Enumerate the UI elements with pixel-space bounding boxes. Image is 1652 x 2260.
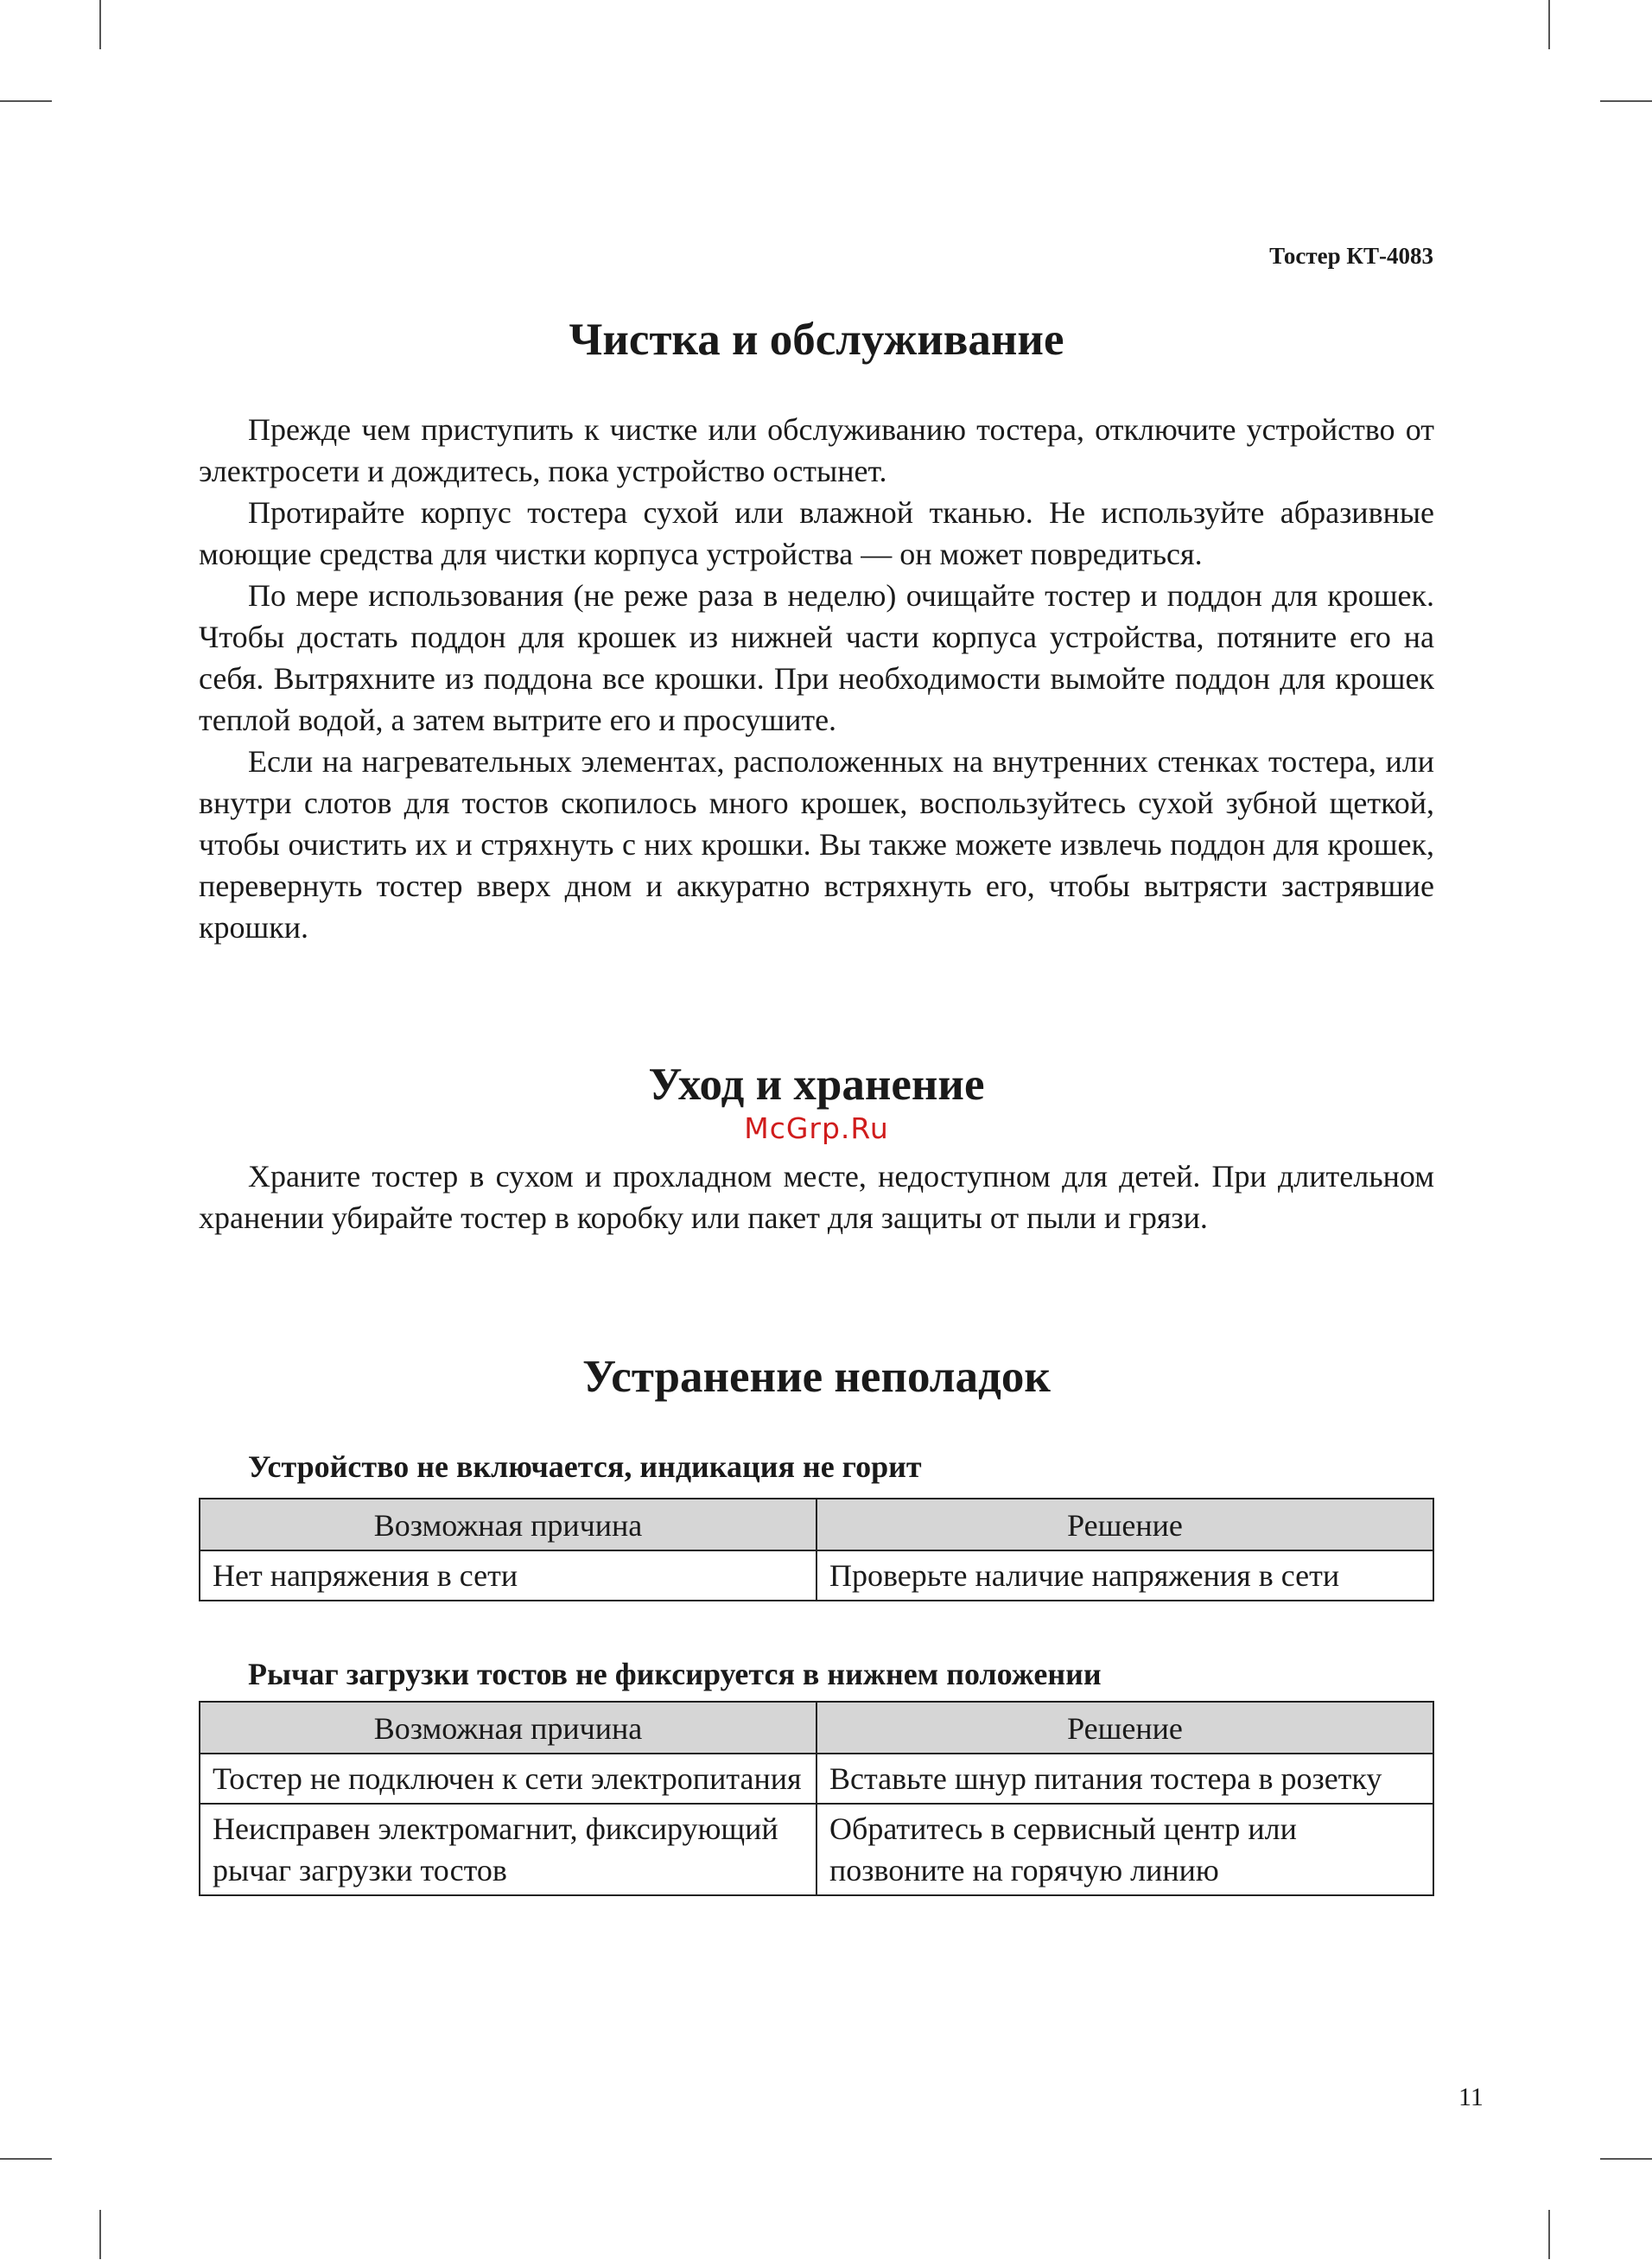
crop-mark xyxy=(1548,2210,1550,2259)
crop-mark xyxy=(0,2158,52,2160)
table-row xyxy=(200,1550,1433,1601)
crop-mark xyxy=(0,100,52,102)
cleaning-text xyxy=(199,409,1434,948)
watermark-text: McGrp.Ru xyxy=(744,1111,889,1145)
storage-title: Уход и хранение xyxy=(648,1060,985,1110)
crop-mark xyxy=(1600,2158,1652,2160)
troubleshooting-table xyxy=(199,1701,1434,1896)
solution-cell: Вставьте шнур питания тостера в розетку xyxy=(816,1754,1433,1804)
page-number: 11 xyxy=(1458,2083,1484,2111)
crop-mark xyxy=(1600,100,1652,102)
storage-text xyxy=(199,1155,1434,1238)
solution-column-header: Решение xyxy=(816,1702,1433,1754)
crop-mark xyxy=(99,2210,101,2259)
solution-column-header: Решение xyxy=(816,1499,1433,1550)
solution-cell: Проверьте наличие напряжения в сети xyxy=(816,1550,1433,1601)
cause-column-header: Возможная причина xyxy=(200,1499,816,1550)
cause-column-header: Возможная причина xyxy=(200,1702,816,1754)
cleaning-paragraph: Прежде чем приступить к чистке или обслуживанию тостера, отключите устройство от электросети и дождитесь, пока устройство остынет. xyxy=(199,412,1434,488)
cleaning-paragraph: По мере использования (не реже раза в неделю) очищайте тостер и поддон для крошек. Чтобы достать поддон для крошек из нижней части корпуса устройства, потяните его на себя. Вытряхните из поддона все крошки. При необходимости вымойте поддон для крошек теплой водой, а затем вытрите его и просушите. xyxy=(199,578,1434,737)
crop-mark xyxy=(99,0,101,49)
cleaning-paragraph: Если на нагревательных элементах, расположенных на внутренних стенках тостера, или внутри слотов для тостов скопилось много крошек, воспользуйтесь сухой зубной щеткой, чтобы очистить их и стряхнуть с них крошки. Вы также можете извлечь поддон для крошек, перевернуть тостер вверх дном и аккуратно встряхнуть его, чтобы вытрясти застрявшие крошки. xyxy=(199,744,1434,945)
storage-paragraph: Храните тостер в сухом и прохладном месте, недоступном для детей. При длительном хранении убирайте тостер в коробку или пакет для защиты от пыли и грязи. xyxy=(199,1159,1434,1235)
crop-mark xyxy=(1548,0,1550,49)
table-header-row xyxy=(200,1702,1433,1754)
cleaning-title: Чистка и обслуживание xyxy=(569,315,1064,365)
product-header: Тостер КТ-4083 xyxy=(1269,243,1433,269)
troubleshooting-title: Устранение неполадок xyxy=(582,1352,1051,1402)
problem-title: Устройство не включается, индикация не горит xyxy=(248,1449,922,1484)
cause-cell: Неисправен электромагнит, фиксирующий рычаг загрузки тостов xyxy=(200,1804,816,1895)
problem-title: Рычаг загрузки тостов не фиксируется в нижнем положении xyxy=(248,1657,1102,1691)
cause-cell: Нет напряжения в сети xyxy=(200,1550,816,1601)
table-header-row xyxy=(200,1499,1433,1550)
troubleshooting-table xyxy=(199,1498,1434,1601)
table-row xyxy=(200,1804,1433,1895)
solution-cell: Обратитесь в сервисный центр или позвоните на горячую линию xyxy=(816,1804,1433,1895)
cause-cell: Тостер не подключен к сети электропитания xyxy=(200,1754,816,1804)
cleaning-paragraph: Протирайте корпус тостера сухой или влажной тканью. Не используйте абразивные моющие средства для чистки корпуса устройства — он может повредиться. xyxy=(199,495,1434,571)
table-row xyxy=(200,1754,1433,1804)
